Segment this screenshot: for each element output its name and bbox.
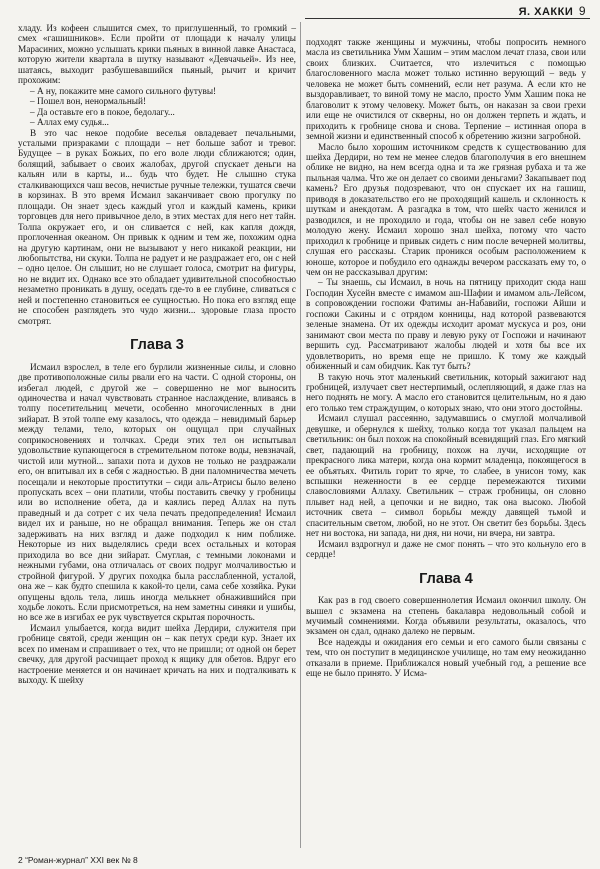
dialogue-line: – Да оставьте его в покое, бедолагу... bbox=[30, 107, 175, 118]
paragraph: В это час некое подобие веселья овладевает печальными, усталыми призраками с площади – нет больше забот и тревог. Будущее – в руках Божьих, по его воле люди сближаются; один, болящий, забывает о своих жалобах, другой спускает деньги на кальян или в карты, и... будь что будет. Не слышно стука сталкивающихся чаш весов, нечистые ручные тележки, тушатся свечи в корзинах. В это время Исмаил заканчивает свою прогулку по площади. Он знает здесь каждый угол и каждый камень, крики торговцев для него привычное дело, в этих местах для него нет тайн. Толпа окружает его, и он сливается с ней, как капля дождя, проглоченная океаном. Он привык к одним и тем же, похожим одна на другую картинам, они не вызывают у него никакой реакции, ни любопытства, ни скуки. Толпа не радует и не раздражает его, он с ней – одно целое. Он слышит, но не слушает голоса, смотрит на фигуры, но не видит их. Однако все это обладает удивительной способностью незаметно проникать в душу, оседать где-то в ее глубине, сливаться с ней и постепенно становиться ее сущностью. Но пока его взгляд еще не способен разглядеть это чудо жизни... здоровые глаза просто смотрят. bbox=[18, 128, 296, 327]
paragraph: – Ты знаешь, сы Исмаил, в ночь на пятницу приходит сюда наш Господин Хусейн вместе с имамом аш-Шафии и имамом аль-Лейсом, в сопровождении госпожи Фатимы ан-Набавийи, госпожи Айши и госпожи Сакины и с отрядом конницы, над которой развеваются зеленые знамена. От их одежды исходит аромат мускуса и роз, они занимают свои места по праву и левую руку от Госпожи и начинают вершить суд. Рассматривают жалобы людей и хотя бы все их удовлетворить, но время еще не пришло. К тому же каждый обиженный и сам обидчик. Как тут быть? bbox=[306, 278, 586, 373]
chapter-4-heading: Глава 4 bbox=[419, 570, 473, 587]
paragraph: Как раз в год своего совершеннолетия Исмаил окончил школу. Он вышел с экзамена на степень бакалавра недовольный собой и мучимый сомнениями. Когда объявили результаты, оказалось, что экзамен он сдал, однако далеко не первым. bbox=[306, 596, 586, 638]
paragraph: Исмаил улыбается, когда видит шейха Дердири, служителя при гробнице святой, среди женщин он – как петух среди кур. Знает их всех по именам и спрашивает о тех, что не пришли; от одной он берет свечку, для другой расчищает проход к ящику для обетов. Вдруг его настроение меняется и он начинает кричать на них и подталкивать к выходу. К шейху bbox=[18, 623, 296, 687]
page-footer: 2 “Роман-журнал” XXI век № 8 bbox=[18, 855, 138, 865]
paragraph: Масло было хорошим источником средств к существованию для шейха Дердири, но тем не менее следов благополучия в его внешнем облике не видно, на нем всегда одна и та же грязная рубаха и та же пыльная чалма. Что же он делает со своими деньгами? Закапывает под камень? Его друзья подозревают, что он спускает их на гашиш, приводя в доказательство его не проходящий кашель и склонность к шуткам и анекдотам. А разгадка в том, что шейх часто женился и разводился, и не проходило и года, чтобы он не завел себе новую молодую жену. Исмаил хорошо знал шейха, потому что часто приходил к гробнице и привык сидеть с ним после вечерней молитвы, слушая его рассказы. Старик проникся особым расположением к юноше, которое и побудило его однажды вечером рассказать ему то, о чем он не рассказывал другим: bbox=[306, 142, 586, 278]
column-divider bbox=[300, 22, 301, 848]
page-number: 9 bbox=[578, 4, 586, 18]
dialogue-line: – Аллах ему судья... bbox=[30, 118, 109, 129]
chapter-3-heading: Глава 3 bbox=[130, 337, 184, 354]
paragraph: Исмаил вздрогнул и даже не смог понять – что это кольнуло его в сердце! bbox=[306, 539, 586, 561]
dialogue-line: – А ну, покажите мне самого сильного футувы! bbox=[30, 86, 217, 97]
paragraph: Все надежды и ожидания его семьи и его самого были связаны с тем, что он поступит в медицинское училище, но там ему неожиданно отказали в приеме. Приближался новый учебный год, а решение все еще не было принято. У Исма- bbox=[306, 637, 586, 680]
header-rule bbox=[305, 18, 590, 19]
paragraph: подходят также женщины и мужчины, чтобы попросить немного масла из светильника Умм Хашим – этим маслом лечат глаза, свои или своих близких. Считается, что излечиться с помощью благословенного масла может только истинно верующий – ведь у человека не может быть сомнений, если нет разума. А если кто не выздоравливает, то виной тому не масло, просто Умм Хашим пока не благоволит к этому человеку. Может быть, он наказан за свои грехи или еще не очистился от скверны, но он должен терпеть и ждать, и приходить к гробнице снова и снова. Терпение – истинная опора в земной жизни и единственный способ к обретению жизни загробной. bbox=[306, 38, 586, 143]
header-title: Я. ХАККИ bbox=[518, 6, 574, 18]
left-column bbox=[18, 24, 296, 687]
right-column bbox=[306, 38, 586, 680]
paragraph: Исмаил слушал рассеянно, задумавшись о смуглой молчаливой девушке, и обернулся к шейху, только когда тот указал пальцем на светильник: он был похож на спокойный всевидящий глаз. Его мягкий свет, падающий на гробницу, похож на лучи, исходящие от прекрасного лика матери, когда она кормит младенца, покоящегося в ее объятьях. Фитиль горит то ярче, то слабее, в унисон тому, как вспышки неженности в ее сердце перемежаются тихими славословиями Аллаху. Светильник – страж гробницы, он словно плывет над ней, а цепочки и не видно, так она высоко. Любой источник света – символ борьбы между давящей тьмой и спасительным светом, любой, но не этот. Он светит без борьбы. Здесь нет ни востока, ни запада, ни дня, ни ночи, ни вчера, ни завтра. bbox=[306, 414, 586, 540]
paragraph: хладу. Из кофеен слышится смех, то приглушенный, то громкий – смех «гашишников». Если пройти от площади к началу улицы Марасиних, можно услышать крики пьяных в винной лавке Анастаса, которую жители квартала в шутку называют «Девчачьей». Из нее, шатаясь, выходит разбушевавшийся пьяный, рычит и кричит прохожим: bbox=[18, 24, 296, 87]
paragraph: Исмаил взрослел, в теле его бурлили жизненные силы, и словно две противоположные силы рвали его на части. С одной стороны, он избегал людей, с другой же – совершенно не мог выносить одиночества и начал чувствовать странное наслаждение, вливаясь в толпу посетительниц мечети, особенно многочисленных в дни зийарат. В этой толпе ему казалось, что одежда – невидимый барьер между телами, тело, которых он ощущал при случайных соприкосновениях и толчках. Среди этих тел он испытывал удовольствие купающегося в стремительном потоке воды, невзначай, чистой или мутной... запахи пота и духов не только не раздражали его, он впитывал их в себя с жадностью. В дни паломничества мечеть посещали и некоторые проститутки – сиди аль-Атрисы было велено пропускать всех – они платили, чтобы поставить свечку у гробницы или во исполнение обета, да и каялись перед Аллах на путь праведный и да сотрет с их чела печать предопределения! Исмаил видел их и раньше, но не обращал внимания. Теперь же он стал задерживать на них взгляд и даже подходил к ним поближе. Некоторые из них выделялись среди всех остальных и которая приходила во все дни зийарат. Смуглая, с темными локонами и нежными губами, она отличалась от своих подруг молчаливостью и стройной фигурой. У других походка была расслабленной, усталой, она же – как будто спешила к какой-то цели, сама себе хозяйка. Руки опущены вдоль тела, лишь иногда мелькнет обнажившийся при ходьбе локоть. Если присмотреться, на нем заметны синяки и ушибы, но все же в изгибах ее рук чувствуется скрытая порочность. bbox=[18, 362, 296, 624]
running-header bbox=[519, 4, 586, 18]
dialogue-line: – Пошел вон, ненормальный! bbox=[30, 97, 147, 108]
paragraph: В такую ночь этот маленький светильник, который зажигают над гробницей, излучает свет нестерпимый, ослепляющий, я даже глаз на него поднять не могу. А масло его становится целительным, но я даю его только тем страждущим, о которых знаю, что они этого достойны. bbox=[306, 372, 586, 414]
